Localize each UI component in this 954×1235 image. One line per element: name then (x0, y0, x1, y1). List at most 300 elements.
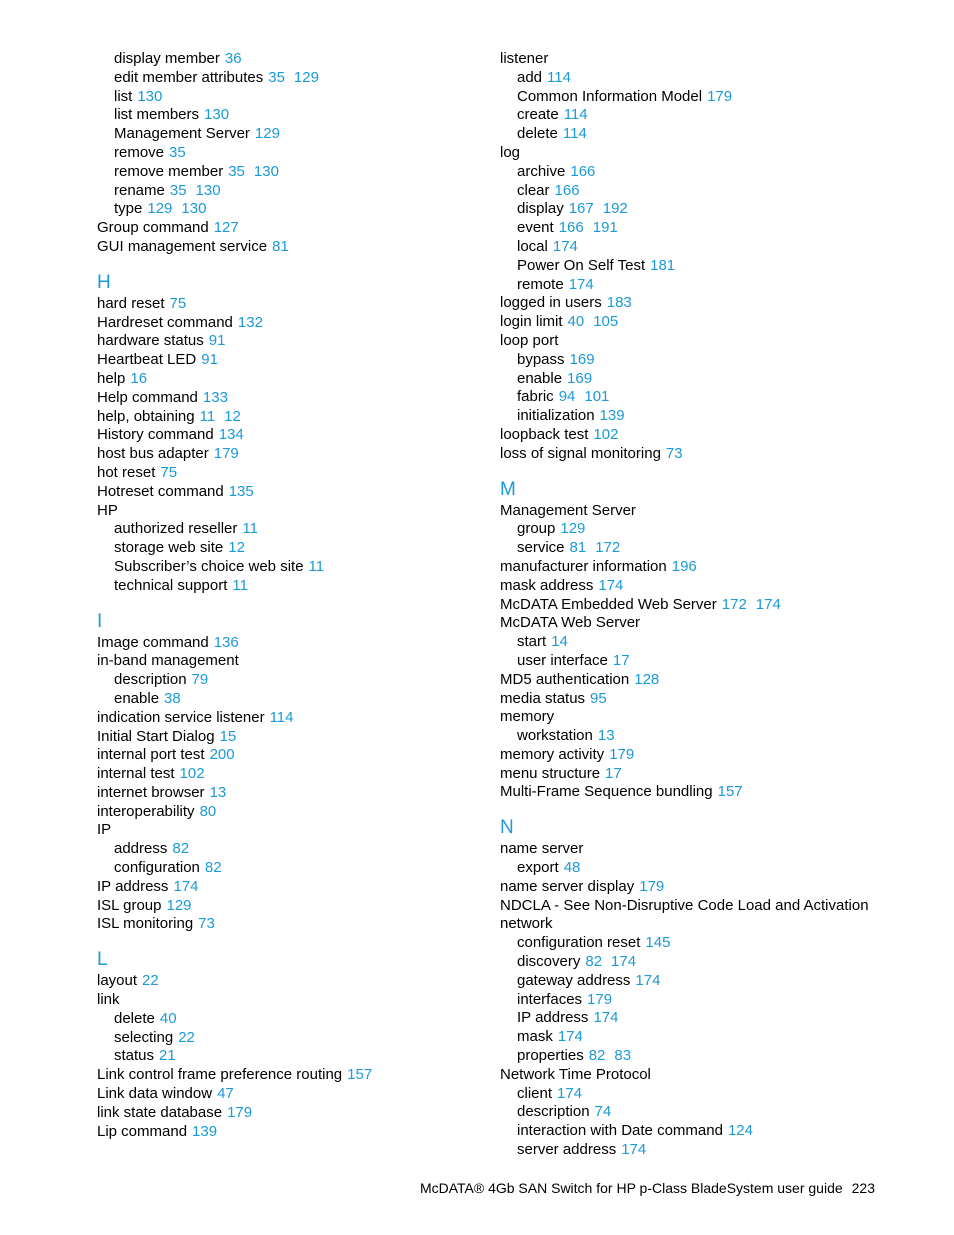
page-link[interactable]: 130 (181, 200, 207, 218)
entry-text: Power On Self Test (517, 256, 646, 274)
index-entry (97, 972, 497, 991)
entry-text: bypass (517, 350, 565, 368)
page-link[interactable]: 166 (554, 181, 580, 199)
page-link[interactable]: 94 (558, 388, 576, 406)
index-entry (97, 1104, 497, 1123)
page-link[interactable]: 129 (293, 68, 319, 86)
entry-text: Link data window (97, 1085, 213, 1103)
entry-text: Hotreset command (97, 482, 224, 500)
entry-text: display (517, 200, 564, 218)
page-link[interactable]: 48 (563, 859, 581, 877)
index-subentry (97, 182, 497, 201)
page-link[interactable]: 36 (224, 50, 242, 67)
page-link[interactable]: 11 (199, 407, 216, 425)
index-entry (97, 803, 497, 822)
entry-text: group (517, 520, 556, 538)
page-footer (0, 1180, 875, 1196)
entry-text: NDCLA - See Non-Disruptive Code Load and Activation (500, 896, 869, 914)
index-entry (97, 915, 497, 934)
entry-text: remove member (114, 162, 224, 180)
page-link[interactable]: 133 (202, 388, 228, 406)
index-subentry (500, 1122, 920, 1141)
index-entry (500, 577, 920, 596)
page-link[interactable]: 22 (142, 972, 159, 990)
index-entry (97, 502, 497, 521)
page-link[interactable]: 130 (195, 181, 221, 199)
index-subentry (500, 125, 920, 144)
entry-text: internal test (97, 765, 175, 783)
entry-text: IP (97, 821, 112, 839)
page-link[interactable]: 129 (560, 520, 586, 538)
entry-text: link (97, 991, 120, 1009)
page-link[interactable]: 11 (308, 557, 325, 575)
page-link[interactable]: 196 (671, 557, 697, 575)
entry-text: user interface (517, 651, 608, 669)
index-subentry (500, 1141, 920, 1160)
index-entry (97, 652, 497, 671)
page-link[interactable]: 200 (209, 746, 235, 764)
index-subentry (500, 953, 920, 972)
entry-text: configuration reset (517, 934, 641, 952)
page-link[interactable]: 130 (137, 87, 163, 105)
entry-text: McDATA Web Server (500, 614, 641, 632)
entry-text: display member (114, 50, 220, 67)
page-link[interactable]: 80 (199, 802, 217, 820)
index-subentry (500, 388, 920, 407)
entry-text: Heartbeat LED (97, 351, 197, 369)
page-link[interactable]: 139 (192, 1122, 218, 1140)
entry-text: listener (500, 50, 549, 67)
entry-text: ISL monitoring (97, 915, 194, 933)
page-link[interactable]: 157 (347, 1066, 373, 1084)
index-subentry (500, 88, 920, 107)
entry-text: login limit (500, 313, 563, 331)
entry-text: list members (114, 106, 200, 124)
entry-text: interfaces (517, 990, 583, 1008)
index-entry (500, 878, 920, 897)
index-subentry (97, 539, 497, 558)
index-subentry (97, 671, 497, 690)
page-link[interactable]: 16 (130, 369, 148, 387)
entry-text: Management Server (500, 501, 636, 519)
page-link[interactable]: 82 (588, 1047, 606, 1065)
entry-text: Subscriber’s choice web site (114, 557, 304, 575)
index-entry (97, 1123, 497, 1142)
page-link[interactable]: 174 (557, 1028, 583, 1046)
entry-text: delete (517, 125, 558, 143)
entry-text: Link control frame preference routing (97, 1066, 343, 1084)
entry-text: McDATA Embedded Web Server (500, 595, 717, 613)
page-link[interactable]: 35 (268, 68, 285, 86)
entry-text: enable (517, 369, 563, 387)
page-link[interactable]: 139 (599, 407, 625, 425)
page-link[interactable]: 35 (228, 162, 245, 180)
page-link[interactable]: 91 (208, 332, 226, 350)
page-link[interactable]: 179 (609, 745, 635, 763)
entry-text: Image command (97, 633, 209, 651)
section-letter: I (97, 610, 103, 632)
index-subentry (500, 633, 920, 652)
page-link[interactable]: 130 (253, 162, 279, 180)
entry-text: remote (517, 275, 564, 293)
index-subentry (500, 219, 920, 238)
page-link[interactable]: 35 (169, 143, 186, 161)
index-subentry (97, 200, 497, 219)
entry-text: name server (500, 840, 584, 858)
entry-text: create (517, 106, 559, 124)
index-entry (500, 708, 920, 727)
entry-text: local (517, 237, 548, 255)
entry-text: Initial Start Dialog (97, 727, 215, 745)
entry-text: Help command (97, 388, 198, 406)
index-subentry (500, 727, 920, 746)
index-entry (97, 897, 497, 916)
index-column-right (500, 50, 920, 1160)
index-entry (97, 389, 497, 408)
page-link[interactable]: 174 (635, 971, 661, 989)
page-link[interactable]: 179 (587, 990, 613, 1008)
page-link[interactable]: 22 (178, 1028, 195, 1046)
index-entry (97, 746, 497, 765)
entry-text: initialization (517, 407, 595, 425)
page-link[interactable]: 174 (611, 953, 637, 971)
page-link[interactable]: 129 (166, 896, 192, 914)
index-entry (97, 728, 497, 747)
entry-text: link state database (97, 1103, 223, 1121)
entry-text: discovery (517, 953, 581, 971)
index-subentry (500, 1085, 920, 1104)
index-entry (97, 991, 497, 1010)
entry-text: mask (517, 1028, 553, 1046)
index-entry (97, 784, 497, 803)
page-link[interactable]: 179 (213, 445, 239, 463)
entry-text: media status (500, 689, 586, 707)
page-link[interactable]: 134 (218, 426, 244, 444)
entry-text: hardware status (97, 332, 204, 350)
entry-text: client (517, 1084, 553, 1102)
entry-text: host bus adapter (97, 445, 209, 463)
index-entry (500, 426, 920, 445)
page-link[interactable]: 13 (597, 727, 615, 745)
entry-text: type (114, 200, 143, 218)
page-link[interactable]: 95 (590, 689, 607, 707)
index-entry (97, 634, 497, 653)
page-link[interactable]: 102 (593, 425, 619, 443)
page-link[interactable]: 145 (645, 934, 671, 952)
page-link[interactable]: 73 (665, 444, 683, 462)
index-entry (500, 915, 920, 934)
page-link[interactable]: 15 (219, 727, 237, 745)
entry-text: internal port test (97, 746, 205, 764)
entry-text: Lip command (97, 1122, 188, 1140)
page-link[interactable]: 169 (567, 369, 593, 387)
index-entry (97, 1085, 497, 1104)
index-entry (97, 219, 497, 238)
footer-page-number: 223 (851, 1180, 875, 1196)
page-link[interactable]: 91 (201, 351, 218, 369)
page-link[interactable]: 81 (272, 237, 289, 255)
index-subentry (97, 69, 497, 88)
entry-text: delete (114, 1009, 155, 1027)
index-subentry (97, 1029, 497, 1048)
entry-text: authorized reseller (114, 520, 238, 538)
entry-text: Hardreset command (97, 313, 233, 331)
page-link[interactable]: 73 (198, 915, 215, 933)
page-link[interactable]: 129 (147, 200, 173, 218)
index-subentry (97, 1047, 497, 1066)
entry-text: mask address (500, 576, 594, 594)
entry-text: address (114, 840, 168, 858)
page-link[interactable]: 183 (606, 294, 632, 312)
page-link[interactable]: 181 (650, 256, 676, 274)
index-entry (97, 238, 497, 257)
index-subentry (500, 106, 920, 125)
page-link[interactable]: 47 (217, 1085, 234, 1103)
page-link[interactable]: 12 (224, 407, 241, 425)
page-link[interactable]: 179 (707, 87, 733, 105)
entry-text: archive (517, 162, 566, 180)
index-subentry (500, 351, 920, 370)
entry-text: description (114, 671, 187, 689)
index-entry (500, 614, 920, 633)
page-link[interactable]: 169 (569, 350, 595, 368)
page-link[interactable]: 102 (179, 765, 205, 783)
entry-text: layout (97, 972, 138, 990)
page-link[interactable]: 124 (727, 1122, 753, 1140)
index-subentry (500, 1009, 920, 1028)
entry-text: workstation (517, 727, 593, 745)
index-entry (97, 351, 497, 370)
page-link[interactable]: 128 (634, 670, 660, 688)
index-entry (500, 445, 920, 464)
index-subentry (500, 972, 920, 991)
page-link[interactable]: 17 (612, 651, 630, 669)
page-link[interactable]: 11 (232, 576, 248, 594)
page-link[interactable]: 179 (639, 877, 665, 895)
entry-text: MD5 authentication (500, 670, 630, 688)
page-link[interactable]: 174 (557, 1084, 583, 1102)
index-column-left (97, 50, 497, 1141)
entry-text: log (500, 143, 521, 161)
page-link[interactable]: 167 (568, 200, 594, 218)
index-subentry (97, 859, 497, 878)
index-subentry (500, 991, 920, 1010)
index-subentry (97, 50, 497, 69)
entry-text: enable (114, 689, 160, 707)
page-link[interactable]: 114 (563, 106, 588, 124)
page-link[interactable]: 172 (721, 595, 747, 613)
index-subentry (500, 69, 920, 88)
index-entry (500, 332, 920, 351)
index-entry (97, 483, 497, 502)
page-link[interactable]: 11 (242, 520, 258, 538)
page-link[interactable]: 114 (547, 68, 571, 86)
page-link[interactable]: 82 (585, 953, 603, 971)
index-entry (500, 840, 920, 859)
entry-text: add (517, 68, 543, 86)
index-entry (97, 464, 497, 483)
index-entry (500, 746, 920, 765)
page-link[interactable]: 13 (209, 783, 227, 801)
index-entry (97, 821, 497, 840)
entry-text: Network Time Protocol (500, 1065, 651, 1083)
page-link[interactable]: 81 (569, 539, 587, 557)
entry-text: memory activity (500, 745, 605, 763)
index-entry (500, 897, 920, 916)
page-link[interactable]: 130 (204, 106, 230, 124)
entry-text: loss of signal monitoring (500, 444, 661, 462)
page-link[interactable]: 174 (598, 576, 624, 594)
index-entry (97, 314, 497, 333)
page-link[interactable]: 129 (254, 125, 280, 143)
index-subentry (500, 1103, 920, 1122)
entry-text: GUI management service (97, 237, 268, 255)
page-link[interactable]: 174 (552, 237, 578, 255)
section-letter: L (97, 949, 108, 971)
section-letter: M (500, 478, 516, 500)
entry-text: internet browser (97, 783, 205, 801)
page-link[interactable]: 114 (562, 125, 587, 143)
index-subentry (97, 1010, 497, 1029)
index-subentry (97, 163, 497, 182)
page-link[interactable]: 174 (173, 877, 199, 895)
entry-text: manufacturer information (500, 557, 667, 575)
index-entry (97, 709, 497, 728)
entry-text: loopback test (500, 425, 589, 443)
page-link[interactable]: 101 (584, 388, 610, 406)
page-link[interactable]: 17 (605, 764, 622, 782)
page-link[interactable]: 174 (568, 275, 594, 293)
entry-text: menu structure (500, 764, 601, 782)
page-link[interactable]: 174 (621, 1141, 647, 1159)
page-link[interactable]: 75 (160, 463, 178, 481)
page-link[interactable]: 136 (213, 633, 239, 651)
index-subentry (97, 577, 497, 596)
page-link[interactable]: 174 (755, 595, 781, 613)
page-link[interactable]: 75 (169, 294, 187, 312)
entry-text: server address (517, 1141, 617, 1159)
page-link[interactable]: 132 (237, 313, 263, 331)
index-subentry (500, 934, 920, 953)
page-link[interactable]: 79 (191, 671, 209, 689)
page-link[interactable]: 82 (172, 840, 190, 858)
page-link[interactable]: 40 (567, 313, 585, 331)
entry-text: in-band management (97, 652, 239, 670)
index-subentry (500, 520, 920, 539)
entry-text: indication service listener (97, 708, 265, 726)
entry-text: start (517, 633, 547, 651)
page-link[interactable]: 14 (551, 633, 568, 651)
page-link[interactable]: 166 (558, 219, 584, 237)
index-entry (97, 370, 497, 389)
page-link[interactable]: 192 (602, 200, 628, 218)
page-link[interactable]: 38 (164, 689, 181, 707)
page-link[interactable]: 83 (614, 1047, 632, 1065)
section-letter: N (500, 817, 514, 839)
index-subentry (500, 370, 920, 389)
index-entry (97, 408, 497, 427)
page-link[interactable]: 172 (595, 539, 621, 557)
entry-text: ISL group (97, 896, 162, 914)
index-entry (500, 144, 920, 163)
entry-text: properties (517, 1047, 584, 1065)
page-link[interactable]: 74 (594, 1103, 612, 1121)
index-subentry (97, 690, 497, 709)
entry-text: name server display (500, 877, 635, 895)
index-subentry (97, 840, 497, 859)
page-link[interactable]: 40 (159, 1009, 177, 1027)
index-entry (97, 1066, 497, 1085)
entry-text: selecting (114, 1028, 174, 1046)
entry-text: edit member attributes (114, 68, 264, 86)
page-link[interactable]: 105 (593, 313, 619, 331)
index-entry (500, 1066, 920, 1085)
entry-text: memory (500, 708, 555, 726)
entry-text: help, obtaining (97, 407, 195, 425)
page-link[interactable]: 166 (570, 162, 596, 180)
page-link[interactable]: 35 (169, 181, 187, 199)
index-entry (97, 878, 497, 897)
entry-text: network (500, 915, 553, 933)
entry-text: help (97, 369, 126, 387)
index-subentry (97, 88, 497, 107)
index-entry (500, 765, 920, 784)
entry-text: Common Information Model (517, 87, 703, 105)
index-subentry (500, 163, 920, 182)
index-subentry (500, 859, 920, 878)
index-subentry (97, 520, 497, 539)
index-subentry (500, 1028, 920, 1047)
entry-text: hard reset (97, 294, 165, 312)
entry-text: IP address (97, 877, 169, 895)
entry-text: loop port (500, 331, 559, 349)
index-entry (97, 445, 497, 464)
entry-text: export (517, 859, 559, 877)
entry-text: technical support (114, 576, 228, 594)
page-link[interactable]: 114 (269, 708, 294, 726)
entry-text: rename (114, 181, 165, 199)
page-link[interactable]: 179 (227, 1103, 253, 1121)
page-link[interactable]: 82 (204, 859, 222, 877)
page-link[interactable]: 12 (228, 539, 245, 557)
index-entry (97, 295, 497, 314)
entry-text: interoperability (97, 802, 195, 820)
index-entry (97, 765, 497, 784)
entry-text: History command (97, 426, 214, 444)
index-subentry (500, 652, 920, 671)
index-entry (500, 783, 920, 802)
entry-text: remove (114, 143, 165, 161)
index-entry (97, 426, 497, 445)
entry-text: status (114, 1047, 155, 1065)
index-entry (500, 313, 920, 332)
entry-text: Group command (97, 219, 209, 237)
index-subentry (97, 125, 497, 144)
page-link[interactable]: 21 (159, 1047, 176, 1065)
page-link[interactable]: 157 (717, 783, 743, 801)
entry-text: hot reset (97, 463, 156, 481)
section-letter: H (97, 271, 111, 293)
index-entry (500, 596, 920, 615)
index-subentry (500, 238, 920, 257)
index-subentry (500, 200, 920, 219)
page-link[interactable]: 135 (228, 482, 254, 500)
index-subentry (97, 558, 497, 577)
page-link[interactable]: 191 (592, 219, 618, 237)
page-link[interactable]: 174 (593, 1009, 619, 1027)
entry-text: Management Server (114, 125, 250, 143)
page-link[interactable]: 127 (213, 219, 239, 237)
